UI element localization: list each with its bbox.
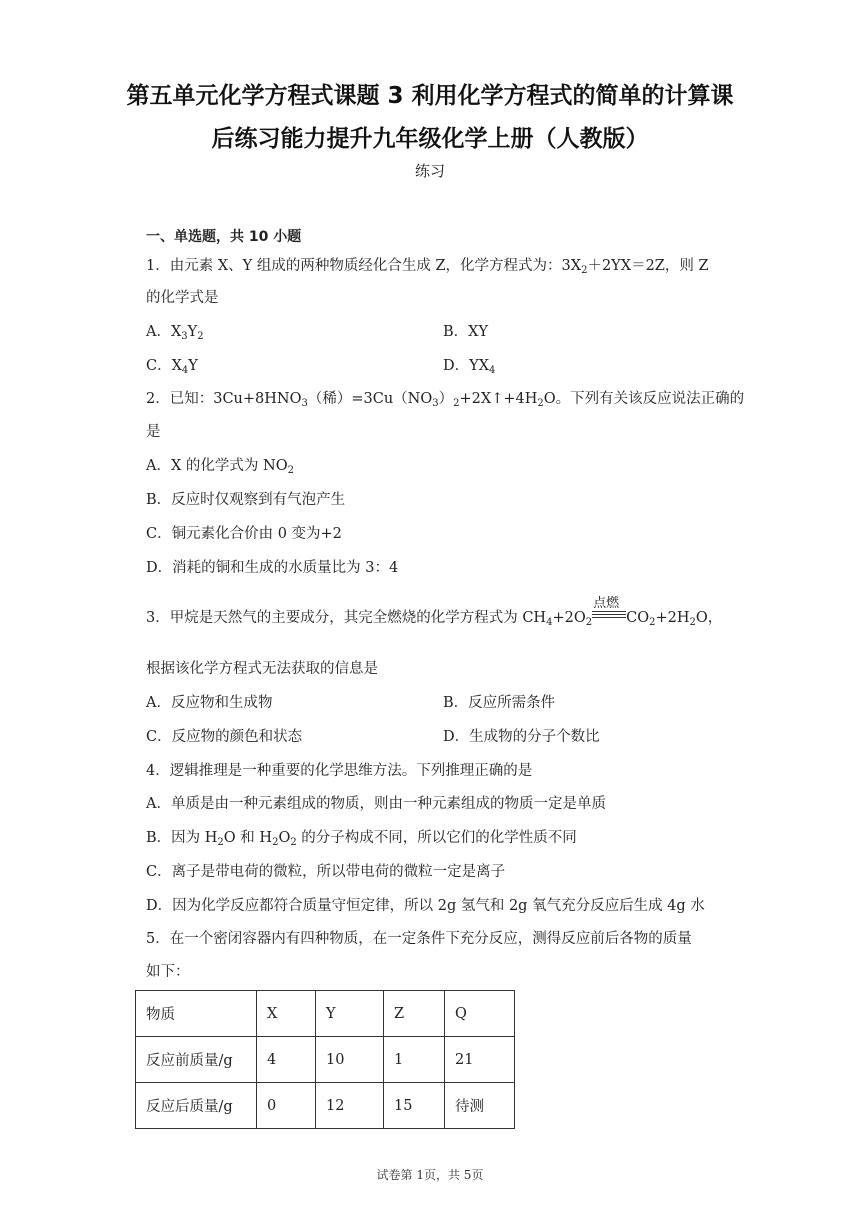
question-3-stem-cont: 根据该化学方程式无法获取的信息是 — [146, 661, 378, 677]
reaction-condition-arrow: 点燃 — [592, 608, 626, 628]
page-footer: 试卷第 1页，共 5页 — [376, 1168, 484, 1182]
question-1-stem: 1．由元素 X、Y 组成的两种物质经化合生成 Z，化学方程式为：$3X_2+2YX=2Z$，则 Z — [146, 258, 709, 276]
question-2-option-b: B．反应时仅观察到有气泡产生 — [146, 492, 346, 508]
table-cell: 1 — [384, 1037, 445, 1083]
title-line-1: 第五单元化学方程式课题 3 利用化学方程式的简单的计算课 — [126, 83, 734, 109]
mass-table — [135, 990, 515, 1129]
table-header-row — [136, 991, 515, 1037]
question-2-stem: 2．已知：$3Cu+8HNO_3$（稀）$=3Cu(NO_3)_2+2X↑+4H_2O$。下列有关该反应说法正确的 — [146, 391, 745, 409]
table-cell: 10 — [316, 1037, 384, 1083]
question-4-stem: 4．逻辑推理是一种重要的化学思维方法。下列推理正确的是 — [146, 763, 533, 779]
question-2-option-a: A．X 的化学式为 $NO_2$ — [146, 458, 294, 476]
table-cell: 0 — [257, 1083, 316, 1129]
question-1-option-d: D．$YX_4$ — [443, 358, 496, 376]
title-line-2: 后练习能力提升九年级化学上册（人教版） — [211, 126, 649, 152]
question-2-option-c: C．铜元素化合价由 0 变为+2 — [146, 526, 342, 542]
question-1-option-a: A．$X_3Y_2$ — [146, 324, 204, 342]
table-row — [136, 1083, 515, 1129]
question-3-option-a: A．反应物和生成物 — [146, 695, 273, 711]
question-1-stem-cont: 的化学式是 — [146, 290, 219, 306]
question-4-option-c: C．离子是带电荷的微粒，所以带电荷的微粒一定是离子 — [146, 864, 506, 880]
table-cell: 4 — [257, 1037, 316, 1083]
table-cell: 反应后质量/g — [136, 1083, 257, 1129]
question-3-option-d: D．生成物的分子个数比 — [443, 729, 600, 745]
question-4-option-a: A．单质是由一种元素组成的物质，则由一种元素组成的物质一定是单质 — [146, 796, 606, 812]
table-header-cell: X — [257, 991, 316, 1037]
table-cell: 15 — [384, 1083, 445, 1129]
table-row — [136, 1037, 515, 1083]
subtitle: 练习 — [414, 162, 445, 180]
question-1-option-b: B．XY — [443, 324, 489, 340]
table-header-cell: 物质 — [136, 991, 257, 1037]
question-1-option-c: C．$X_4Y$ — [146, 358, 198, 376]
table-header-cell: Z — [384, 991, 445, 1037]
section-title: 一、单选题，共 10 小题 — [146, 229, 302, 245]
question-5-stem: 5．在一个密闭容器内有四种物质，在一定条件下充分反应，测得反应前后各物的质量 — [146, 931, 692, 947]
question-4-option-b: B．因为 $H_2O$ 和 $H_2O_2$ 的分子构成不同，所以它们的化学性质不同 — [146, 830, 577, 848]
table-cell: 12 — [316, 1083, 384, 1129]
question-2-stem-cont: 是 — [146, 424, 161, 440]
question-4-option-d: D．因为化学反应都符合质量守恒定律，所以 2g 氢气和 2g 氧气充分反应后生成 4g 水 — [146, 898, 705, 914]
question-5-stem-cont: 如下： — [146, 964, 190, 980]
table-cell: 待测 — [445, 1083, 515, 1129]
question-3-option-b: B．反应所需条件 — [443, 695, 556, 711]
table-header-cell: Y — [316, 991, 384, 1037]
question-3-option-c: C．反应物的颜色和状态 — [146, 729, 303, 745]
table-header-cell: Q — [445, 991, 515, 1037]
table-cell: 21 — [445, 1037, 515, 1083]
question-3-stem: 3．甲烷是天然气的主要成分，其完全燃烧的化学方程式为 $CH_4+2O_2$ 点燃 $CO_2+2H_2O$， — [146, 596, 723, 628]
question-2-option-d: D．消耗的铜和生成的水质量比为 3：4 — [146, 560, 399, 576]
table-cell: 反应前质量/g — [136, 1037, 257, 1083]
